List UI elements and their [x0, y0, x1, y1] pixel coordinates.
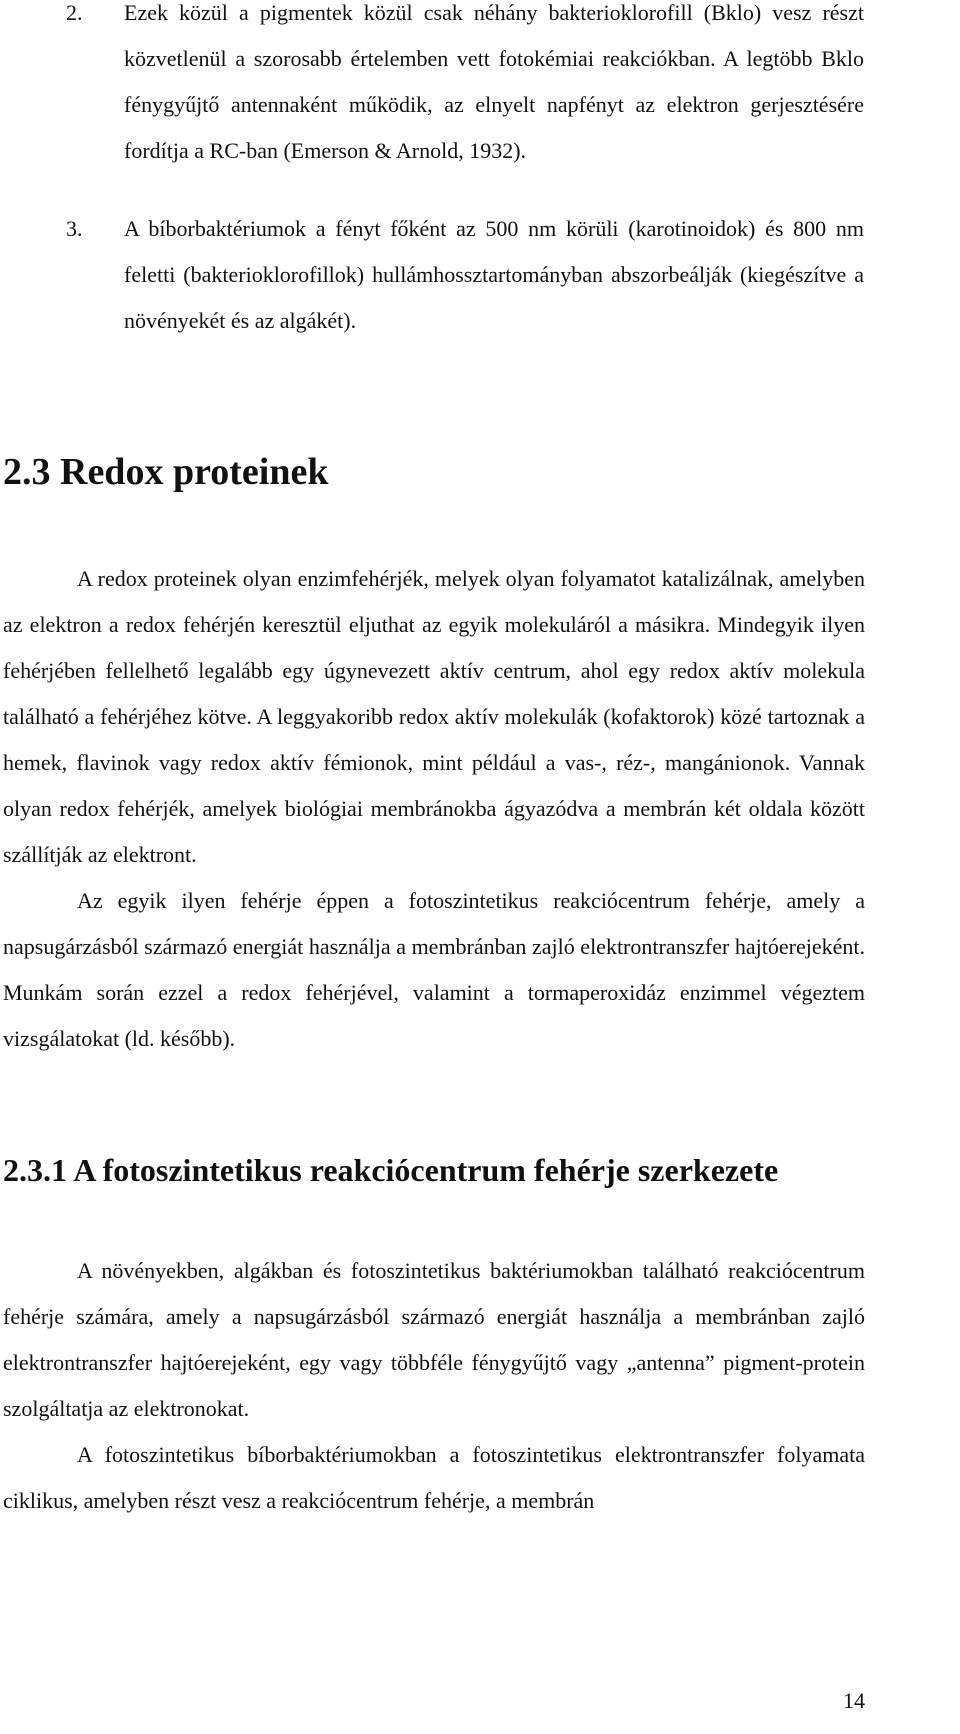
list-item	[0, 0, 960, 174]
subsection-heading: 2.3.1 A fotoszintetikus reakciócentrum fehérje szerkezete	[3, 1152, 779, 1188]
paragraph: Az egyik ilyen fehérje éppen a fotoszintetikus reakciócentrum fehérje, amely a napsugárzásból származó energiát használja a membránban zajló elektrontranszfer hajtóerejeként. Munkám során ezzel a redox fehérjével, valamint a tormaperoxidáz enzimmel végeztem vizsgálatokat (ld. később).	[3, 888, 865, 1051]
paragraph: A fotoszintetikus bíborbaktériumokban a fotoszintetikus elektrontranszfer folyamata ciklikus, amelyben részt vesz a reakciócentrum fehérje, a membrán	[3, 1442, 865, 1513]
list-item	[0, 206, 960, 344]
section-heading: 2.3 Redox proteinek	[3, 451, 329, 493]
page-number: 14	[843, 1688, 865, 1713]
list-item-number: 3.	[66, 216, 83, 241]
paragraph: A növényekben, algákban és fotoszintetikus baktériumokban található reakciócentrum fehérje számára, amely a napsugárzásból származó energiát használja a membránban zajló elektrontranszfer hajtóerejeként, egy vagy többféle fénygyűjtő vagy „antenna” pigment-protein szolgáltatja az elektronokat.	[3, 1258, 865, 1421]
list-item-number: 2.	[66, 0, 83, 25]
section-body	[3, 556, 865, 1062]
list-item-text: A bíborbaktériumok a fényt főként az 500 nm körüli (karotinoidok) és 800 nm feletti (bakterioklorofillok) hullámhossztartományban abszorbeálják (kiegészítve a növényekét és az algákét).	[124, 216, 864, 333]
paragraph: A redox proteinek olyan enzimfehérjék, melyek olyan folyamatot katalizálnak, amelyben az elektron a redox fehérjén keresztül eljuthat az egyik molekuláról a másikra. Mindegyik ilyen fehérjében fellelhető legalább egy úgynevezett aktív centrum, ahol egy redox aktív molekula található a fehérjéhez kötve. A leggyakoribb redox aktív molekulák (kofaktorok) közé tartoznak a hemek, flavinok vagy redox aktív fémionok, mint például a vas-, réz-, mangánionok. Vannak olyan redox fehérjék, amelyek biológiai membránokba ágyazódva a membrán két oldala között szállítják az elektront.	[3, 566, 865, 867]
subsection-body	[3, 1248, 865, 1524]
list-item-text: Ezek közül a pigmentek közül csak néhány bakterioklorofill (Bklo) vesz részt közvetlenül a szorosabb értelemben vett fotokémiai reakciókban. A legtöbb Bklo fénygyűjtő antennaként működik, az elnyelt napfényt az elektron gerjesztésére fordítja a RC-ban (Emerson & Arnold, 1932).	[124, 0, 864, 163]
